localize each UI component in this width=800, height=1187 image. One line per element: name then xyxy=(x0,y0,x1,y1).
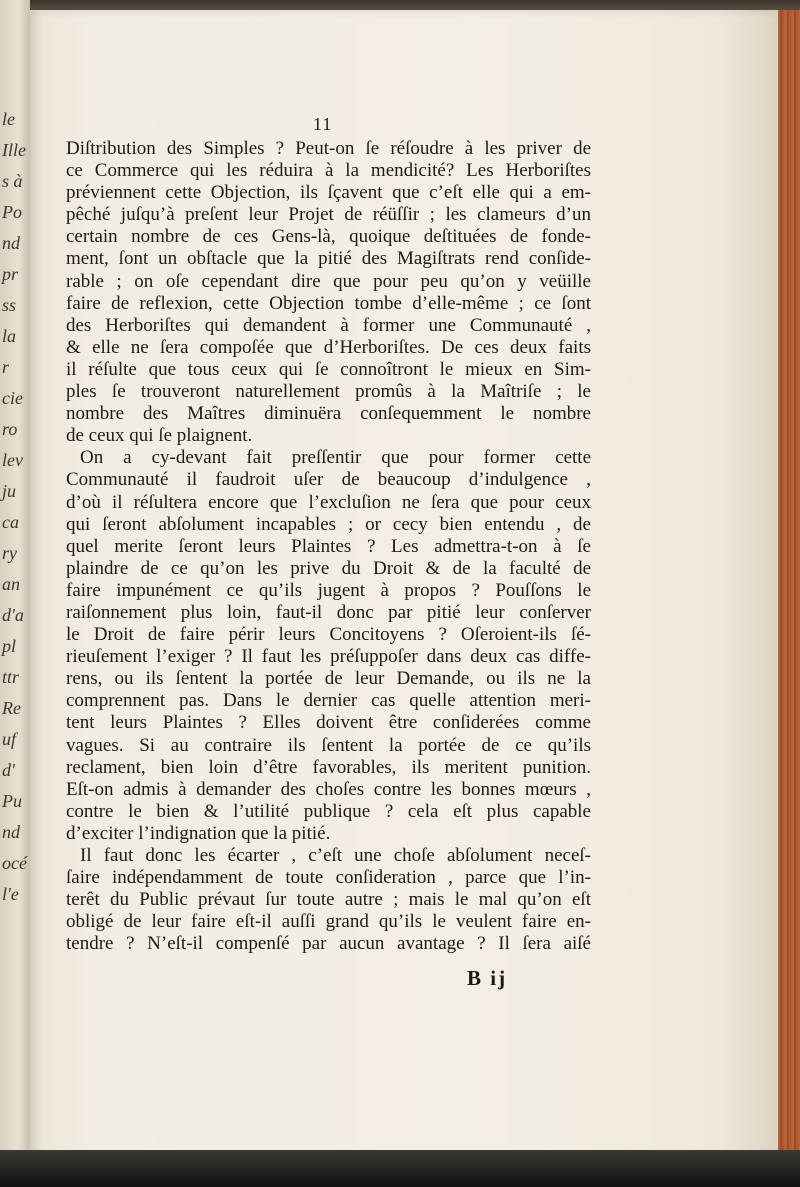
text-line: nombre des Maîtres diminuëra conſequemment le nombre xyxy=(66,403,591,425)
book-page xyxy=(30,10,778,1158)
facing-page-fragment: Po xyxy=(2,202,22,222)
facing-page-fragment: la xyxy=(2,326,17,346)
text-line: le Droit de faire périr leurs Concitoyens ? Oſeroient-ils ſé- xyxy=(66,624,591,646)
facing-page-fragment: cie xyxy=(2,388,23,408)
text-line: contre le bien & l’utilité publique ? cela eſt plus capable xyxy=(66,800,591,822)
text-line: rieuſement l’exiger ? Il faut les préſuppoſer dans deux cas diffe- xyxy=(66,646,591,668)
facing-page-fragment: ro xyxy=(2,419,18,439)
text-line: rable ; on oſe cependant dire que pour peu qu’on y veüille xyxy=(66,270,591,292)
text-line: Il faut donc les écarter , c’eſt une choſe abſolument neceſ- xyxy=(80,845,591,866)
facing-page-fragment: nd xyxy=(2,233,20,253)
text-line: Eſt-on admis à demander des choſes contre les bonnes mœurs , xyxy=(66,778,591,800)
text-line: faire de reflexion, cette Objection tombe d’elle-même ; ce ſont xyxy=(66,292,591,314)
book-bottom-edge xyxy=(0,1150,800,1187)
text-line: reclament, bien loin d’être favorables, ils meritent punition. xyxy=(66,756,591,778)
facing-page-fragment: océ xyxy=(2,853,27,873)
signature-mark: B ij xyxy=(467,966,508,990)
text-line: il réſulte que tous ceux qui ſe connoîtront le mieux en Sim- xyxy=(66,358,591,380)
text-line: quel merite ſeront leurs Plaintes ? Les admettra-t-on à ſe xyxy=(66,535,591,557)
facing-page-fragment: Re xyxy=(2,698,21,718)
page-body-text xyxy=(66,138,591,955)
facing-page-fragment: d' xyxy=(2,760,15,780)
facing-page-fragment: nd xyxy=(2,822,20,842)
facing-page-fragment: l'e xyxy=(2,884,19,904)
text-line: obligé de leur faire eſt-il auſſi grand qu’ils le veulent faire en- xyxy=(66,911,591,933)
facing-page-fragment: an xyxy=(2,574,20,594)
facing-page-fragment: Ille xyxy=(2,140,26,160)
text-line: d’où il réſultera encore que l’excluſion ne ſera que pour ceux xyxy=(66,491,591,513)
text-line: tent leurs Plaintes ? Elles doivent être conſiderées comme xyxy=(66,712,591,734)
text-line: ples ſe trouveront naturellement promûs à la Maîtriſe ; le xyxy=(66,381,591,403)
text-line: comprennent pas. Dans le dernier cas quelle attention meri- xyxy=(66,690,591,712)
text-line: pêché juſqu’à preſent leur Projet de réüſſir ; les clameurs d’un xyxy=(66,204,591,226)
text-line: raiſonnement plus loin, faut-il donc par pitié leur conſerver xyxy=(66,601,591,623)
facing-page-fragment: d'a xyxy=(2,605,24,625)
facing-page-fragment: ttr xyxy=(2,667,20,687)
book-fore-edge xyxy=(776,10,800,1160)
facing-page-fragment: Pu xyxy=(2,791,22,811)
text-line: ſaire indépendamment de toute conſideration , parce que l’in- xyxy=(66,867,591,889)
facing-page-fragment: r xyxy=(2,357,10,377)
text-line: rens, ou ils ſentent la portée de leur Demande, ou ils ne la xyxy=(66,668,591,690)
text-line: On a cy-devant fait preſſentir que pour former cette xyxy=(80,447,591,469)
text-line: & elle ne ſera compoſée que d’Herboriſtes. De ces deux faits xyxy=(66,336,591,358)
text-line: certain nombre de ces Gens-là, quoique deſtituées de fonde- xyxy=(66,226,591,248)
text-line: Communauté il faudroit uſer de beaucoup d’indulgence , xyxy=(66,469,591,491)
text-line: faire impunément ce qu’ils jugent à propos ? Pouſſons le xyxy=(66,579,591,601)
facing-page-fragment: ju xyxy=(2,481,17,501)
text-line: préviennent cette Objection, ils ſçavent que c’eſt elle qui a em- xyxy=(66,182,591,204)
facing-page-fragment: uf xyxy=(2,729,17,749)
facing-page-edge xyxy=(0,0,30,1160)
facing-page-fragment: ry xyxy=(2,543,17,563)
text-line: ce Commerce qui les réduira à la mendicité? Les Herboriſtes xyxy=(66,160,591,182)
text-line: de ceux qui ſe plaignent. xyxy=(66,425,253,447)
facing-page-fragment: ss xyxy=(2,295,17,315)
facing-page-fragment: pr xyxy=(2,264,19,284)
facing-page-fragment: s à xyxy=(2,171,23,191)
text-line: d’exciter l’indignation que la pitié. xyxy=(66,822,331,844)
facing-page-fragment: le xyxy=(2,109,15,129)
text-line: vagues. Si au contraire ils ſentent la portée de ce qu’ils xyxy=(66,734,591,756)
text-line: tendre ? N’eſt-il compenſé par aucun avantage ? Il ſera aiſé xyxy=(66,933,591,955)
page-number: 11 xyxy=(313,114,333,134)
text-line: plaindre de ce qu’on les prive du Droit & de la faculté de xyxy=(66,557,591,579)
text-line: ment, ſont un obſtacle que la pitié des Magiſtrats rend conſide- xyxy=(66,248,591,270)
facing-page-fragment: lev xyxy=(2,450,23,470)
text-line: Diſtribution des Simples ? Peut-on ſe réſoudre à les priver de xyxy=(66,138,591,159)
text-line: des Herboriſtes qui demandent à former une Communauté , xyxy=(66,314,591,336)
facing-page-fragment: ca xyxy=(2,512,19,532)
text-line: qui ſeront abſolument incapables ; or cecy bien entendu , de xyxy=(66,513,591,535)
text-line: terêt du Public prévaut ſur toute autre ; mais le mal qu’on eſt xyxy=(66,889,591,911)
facing-page-fragment: pl xyxy=(2,636,17,656)
